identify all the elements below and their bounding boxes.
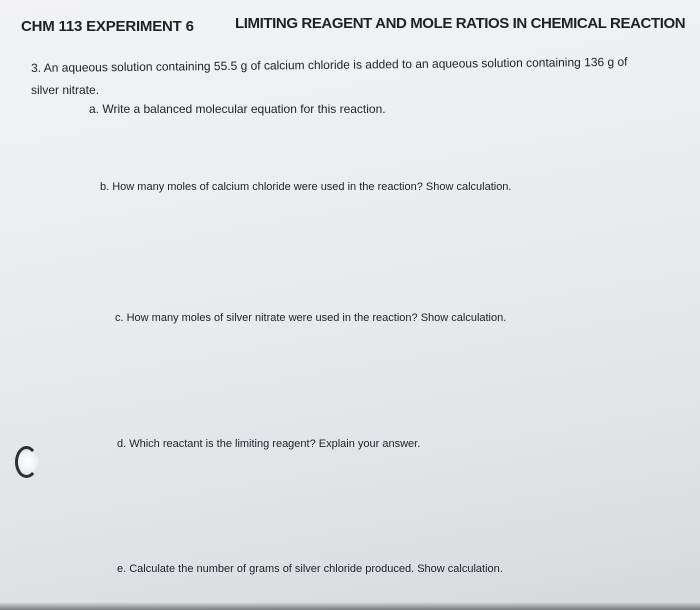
course-header: CHM 113 EXPERIMENT 6: [21, 18, 194, 35]
question-part-e: e. Calculate the number of grams of silver chloride produced. Show calculation.: [117, 563, 503, 575]
question-part-a: a. Write a balanced molecular equation for this reaction.: [89, 102, 386, 116]
worksheet-title: LIMITING REAGENT AND MOLE RATIOS IN CHEMICAL REACTION: [235, 15, 686, 32]
question-part-b: b. How many moles of calcium chloride were used in the reaction? Show calculation.: [100, 181, 512, 193]
question-3-text-line-1: 3. An aqueous solution containing 55.5 g of calcium chloride is added to an aqueous solution containing 136 g of: [31, 54, 628, 75]
question-3-text-line-2: silver nitrate.: [31, 83, 100, 97]
question-part-d: d. Which reactant is the limiting reagent? Explain your answer.: [117, 438, 421, 450]
question-part-c: c. How many moles of silver nitrate were used in the reaction? Show calculation.: [115, 312, 507, 324]
binder-ring-icon: [15, 446, 38, 478]
page-shadow-edge: [0, 602, 700, 610]
